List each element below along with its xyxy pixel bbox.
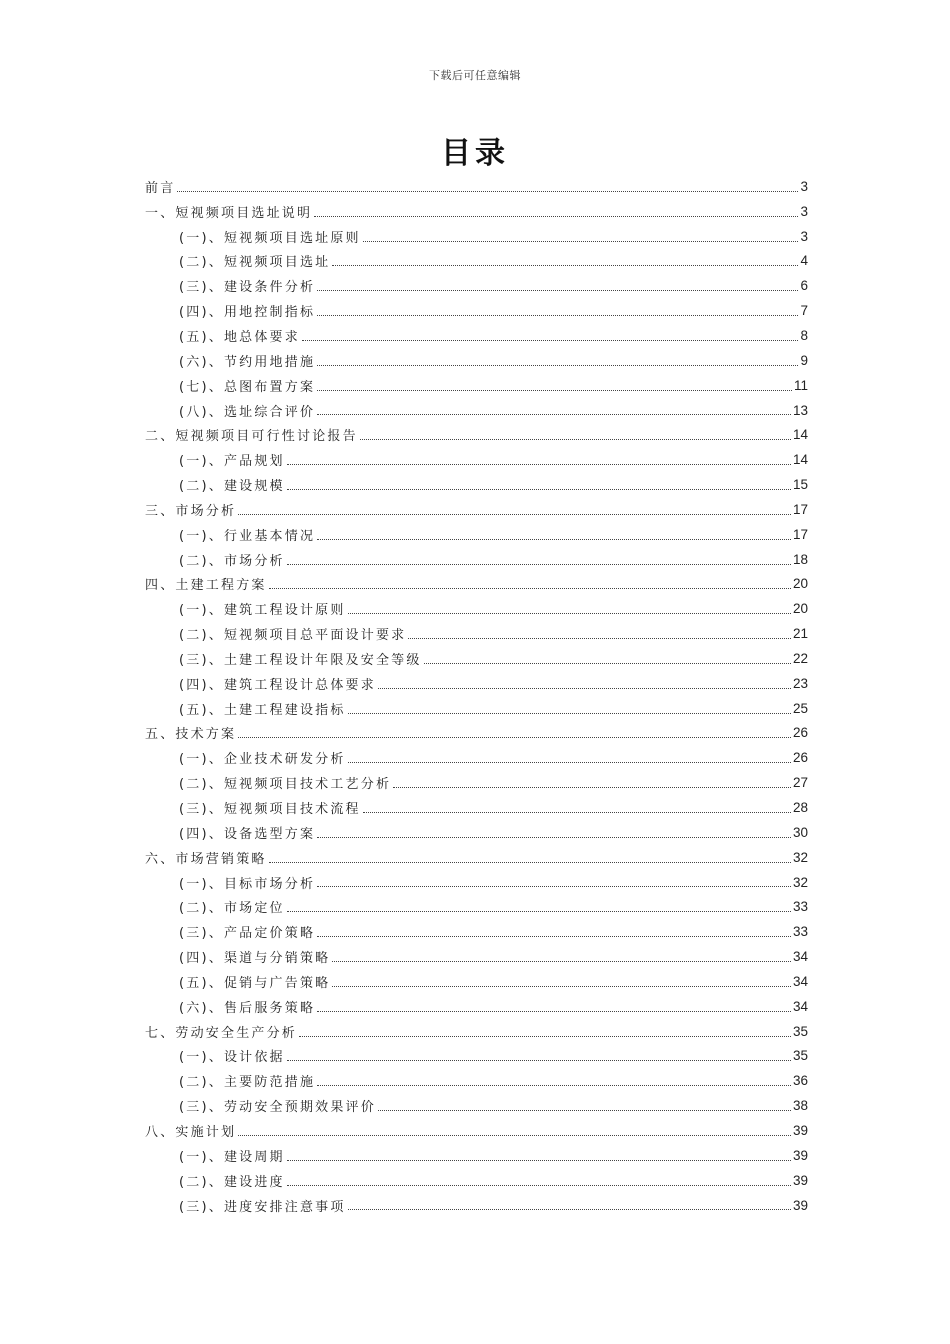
toc-entry-label: (二)、主要防范措施 (179, 1075, 316, 1091)
dot-leader (317, 885, 791, 887)
toc-entry-label: (三)、短视频项目技术流程 (179, 802, 361, 818)
toc-entry-page-number: 35 (792, 1023, 808, 1039)
toc-entry-label: (二)、短视频项目选址 (179, 255, 331, 271)
toc-entry-label: (一)、建设周期 (179, 1149, 285, 1165)
toc-entry[interactable] (145, 621, 808, 646)
toc-entry[interactable] (145, 919, 808, 944)
dot-leader (332, 264, 798, 266)
toc-entry-page-number: 3 (800, 178, 808, 194)
toc-entry-label: (三)、劳动安全预期效果评价 (179, 1100, 376, 1116)
toc-entry-page-number: 38 (792, 1098, 808, 1114)
toc-entry-page-number: 25 (792, 700, 808, 716)
toc-entry[interactable] (145, 1118, 808, 1143)
toc-entry[interactable] (145, 671, 808, 696)
toc-entry-page-number: 39 (792, 1197, 808, 1213)
dot-leader (299, 1035, 791, 1037)
toc-entry-page-number: 3 (800, 203, 808, 219)
toc-entry-label: 二、短视频项目可行性讨论报告 (145, 429, 358, 445)
toc-entry-page-number: 14 (792, 452, 808, 468)
toc-entry-label: 一、短视频项目选址说明 (145, 205, 313, 221)
dot-leader (287, 463, 791, 465)
dot-leader (287, 563, 791, 565)
dot-leader (363, 240, 799, 242)
toc-entry-label: (二)、市场定位 (179, 901, 285, 917)
toc-entry-label: 八、实施计划 (145, 1124, 237, 1140)
dot-leader (378, 1109, 791, 1111)
toc-entry[interactable] (145, 696, 808, 721)
toc-entry-page-number: 21 (792, 626, 808, 642)
toc-entry[interactable] (145, 969, 808, 994)
dot-leader (238, 1134, 791, 1136)
toc-entry[interactable] (145, 422, 808, 447)
toc-entry[interactable] (145, 398, 808, 423)
toc-entry[interactable] (145, 1044, 808, 1069)
dot-leader (269, 587, 791, 589)
toc-entry[interactable] (145, 1068, 808, 1093)
toc-entry-label: (八)、选址综合评价 (179, 404, 316, 420)
toc-entry-label: (五)、地总体要求 (179, 329, 300, 345)
toc-entry-label: 五、技术方案 (145, 727, 237, 743)
toc-entry[interactable] (145, 1093, 808, 1118)
toc-entry-label: (二)、短视频项目总平面设计要求 (179, 628, 407, 644)
toc-entry-page-number: 39 (792, 1122, 808, 1138)
toc-entry-label: (三)、进度安排注意事项 (179, 1199, 346, 1215)
toc-entry[interactable] (145, 323, 808, 348)
toc-entry[interactable] (145, 547, 808, 572)
toc-entry-page-number: 8 (800, 327, 808, 343)
toc-entry-label: (一)、产品规划 (179, 454, 285, 470)
toc-entry-page-number: 39 (792, 1147, 808, 1163)
toc-entry[interactable] (145, 373, 808, 398)
toc-entry-label: (一)、短视频项目选址原则 (179, 230, 361, 246)
toc-entry[interactable] (145, 721, 808, 746)
table-of-contents (145, 174, 808, 1217)
toc-entry[interactable] (145, 994, 808, 1019)
dot-leader (378, 687, 791, 689)
toc-entry[interactable] (145, 348, 808, 373)
toc-entry-page-number: 22 (792, 650, 808, 666)
toc-entry-page-number: 20 (792, 601, 808, 617)
toc-entry-label: (七)、总图布置方案 (179, 379, 316, 395)
dot-leader (317, 364, 798, 366)
toc-entry-page-number: 26 (792, 750, 808, 766)
dot-leader (393, 786, 791, 788)
page-title: 目录 (441, 136, 509, 171)
toc-entry-page-number: 17 (792, 501, 808, 517)
toc-entry-page-number: 4 (800, 253, 808, 269)
toc-entry-page-number: 17 (792, 526, 808, 542)
toc-entry[interactable] (145, 1193, 808, 1218)
toc-entry-label: 前言 (145, 180, 176, 196)
toc-entry-label: 三、市场分析 (145, 503, 237, 519)
dot-leader (314, 215, 798, 217)
dot-leader (360, 438, 791, 440)
dot-leader (287, 1184, 791, 1186)
toc-entry[interactable] (145, 273, 808, 298)
toc-entry[interactable] (145, 944, 808, 969)
toc-entry-label: 四、土建工程方案 (145, 578, 267, 594)
toc-entry-label: (一)、建筑工程设计原则 (179, 603, 346, 619)
toc-entry[interactable] (145, 249, 808, 274)
toc-entry-label: (一)、设计依据 (179, 1050, 285, 1066)
toc-entry[interactable] (145, 820, 808, 845)
dot-leader (348, 1208, 791, 1210)
dot-leader (287, 1059, 791, 1061)
toc-entry-page-number: 20 (792, 576, 808, 592)
toc-entry[interactable] (145, 795, 808, 820)
toc-entry[interactable] (145, 572, 808, 597)
toc-entry-label: 六、市场营销策略 (145, 851, 267, 867)
dot-leader (269, 861, 791, 863)
toc-entry-label: (二)、建设规模 (179, 479, 285, 495)
toc-entry-page-number: 34 (792, 973, 808, 989)
toc-entry-page-number: 23 (792, 675, 808, 691)
toc-entry[interactable] (145, 870, 808, 895)
dot-leader (348, 761, 791, 763)
toc-entry[interactable] (145, 745, 808, 770)
toc-entry-label: (三)、建设条件分析 (179, 280, 316, 296)
dot-leader (317, 538, 791, 540)
toc-entry-label: (二)、市场分析 (179, 553, 285, 569)
toc-entry[interactable] (145, 497, 808, 522)
toc-entry-label: (四)、建筑工程设计总体要求 (179, 677, 376, 693)
dot-leader (287, 1159, 791, 1161)
toc-entry-label: (一)、目标市场分析 (179, 876, 316, 892)
toc-entry[interactable] (145, 770, 808, 795)
toc-entry-page-number: 33 (792, 899, 808, 915)
toc-entry[interactable] (145, 522, 808, 547)
toc-entry[interactable] (145, 1019, 808, 1044)
toc-entry-page-number: 30 (792, 824, 808, 840)
toc-entry-label: (二)、短视频项目技术工艺分析 (179, 777, 392, 793)
dot-leader (424, 662, 791, 664)
toc-entry-page-number: 33 (792, 924, 808, 940)
toc-entry-label: (五)、促销与广告策略 (179, 975, 331, 991)
dot-leader (177, 190, 798, 192)
toc-entry[interactable] (145, 199, 808, 224)
dot-leader (348, 712, 791, 714)
toc-entry-label: (四)、设备选型方案 (179, 826, 316, 842)
toc-entry-page-number: 26 (792, 725, 808, 741)
toc-entry-page-number: 34 (792, 949, 808, 965)
dot-leader (317, 836, 791, 838)
toc-entry-label: (三)、土建工程设计年限及安全等级 (179, 652, 422, 668)
toc-entry-page-number: 15 (792, 477, 808, 493)
toc-entry[interactable] (145, 894, 808, 919)
toc-entry-page-number: 28 (792, 800, 808, 816)
toc-entry-label: (四)、用地控制指标 (179, 305, 316, 321)
dot-leader (317, 1084, 791, 1086)
dot-leader (363, 811, 791, 813)
dot-leader (287, 910, 791, 912)
toc-entry-label: (一)、行业基本情况 (179, 528, 316, 544)
toc-entry-page-number: 11 (793, 377, 808, 393)
toc-entry-page-number: 9 (800, 352, 808, 368)
toc-entry-label: (五)、土建工程建设指标 (179, 702, 346, 718)
toc-entry-label: 七、劳动安全生产分析 (145, 1025, 298, 1041)
toc-entry-page-number: 32 (792, 849, 808, 865)
toc-entry[interactable] (145, 174, 808, 199)
toc-entry-page-number: 34 (792, 998, 808, 1014)
dot-leader (317, 314, 798, 316)
dot-leader (317, 935, 791, 937)
toc-entry-page-number: 14 (792, 427, 808, 443)
toc-entry[interactable] (145, 596, 808, 621)
toc-entry-page-number: 32 (792, 874, 808, 890)
toc-entry[interactable] (145, 447, 808, 472)
dot-leader (348, 612, 791, 614)
toc-entry-page-number: 7 (800, 303, 808, 319)
toc-entry-page-number: 18 (792, 551, 808, 567)
toc-entry-page-number: 27 (792, 775, 808, 791)
toc-entry-page-number: 6 (800, 278, 808, 294)
dot-leader (238, 513, 791, 515)
toc-entry-label: (六)、节约用地措施 (179, 354, 316, 370)
toc-entry-page-number: 39 (792, 1172, 808, 1188)
dot-leader (332, 985, 791, 987)
dot-leader (302, 339, 799, 341)
dot-leader (287, 488, 791, 490)
toc-entry-label: (二)、建设进度 (179, 1174, 285, 1190)
toc-entry-label: (四)、渠道与分销策略 (179, 951, 331, 967)
dot-leader (317, 389, 792, 391)
toc-entry-label: (六)、售后服务策略 (179, 1000, 316, 1016)
toc-entry[interactable] (145, 224, 808, 249)
toc-entry[interactable] (145, 472, 808, 497)
toc-entry-page-number: 13 (792, 402, 808, 418)
toc-entry[interactable] (145, 298, 808, 323)
toc-entry[interactable] (145, 845, 808, 870)
toc-entry-label: (一)、企业技术研发分析 (179, 752, 346, 768)
toc-entry-page-number: 35 (792, 1048, 808, 1064)
toc-entry-page-number: 36 (792, 1073, 808, 1089)
dot-leader (317, 289, 798, 291)
dot-leader (408, 637, 791, 639)
header-note: 下载后可任意编辑 (429, 69, 521, 82)
toc-entry[interactable] (145, 646, 808, 671)
toc-entry[interactable] (145, 1168, 808, 1193)
dot-leader (317, 1010, 791, 1012)
dot-leader (317, 413, 791, 415)
dot-leader (238, 736, 791, 738)
toc-entry-page-number: 3 (800, 228, 808, 244)
toc-entry-label: (三)、产品定价策略 (179, 926, 316, 942)
toc-entry[interactable] (145, 1143, 808, 1168)
dot-leader (332, 960, 791, 962)
